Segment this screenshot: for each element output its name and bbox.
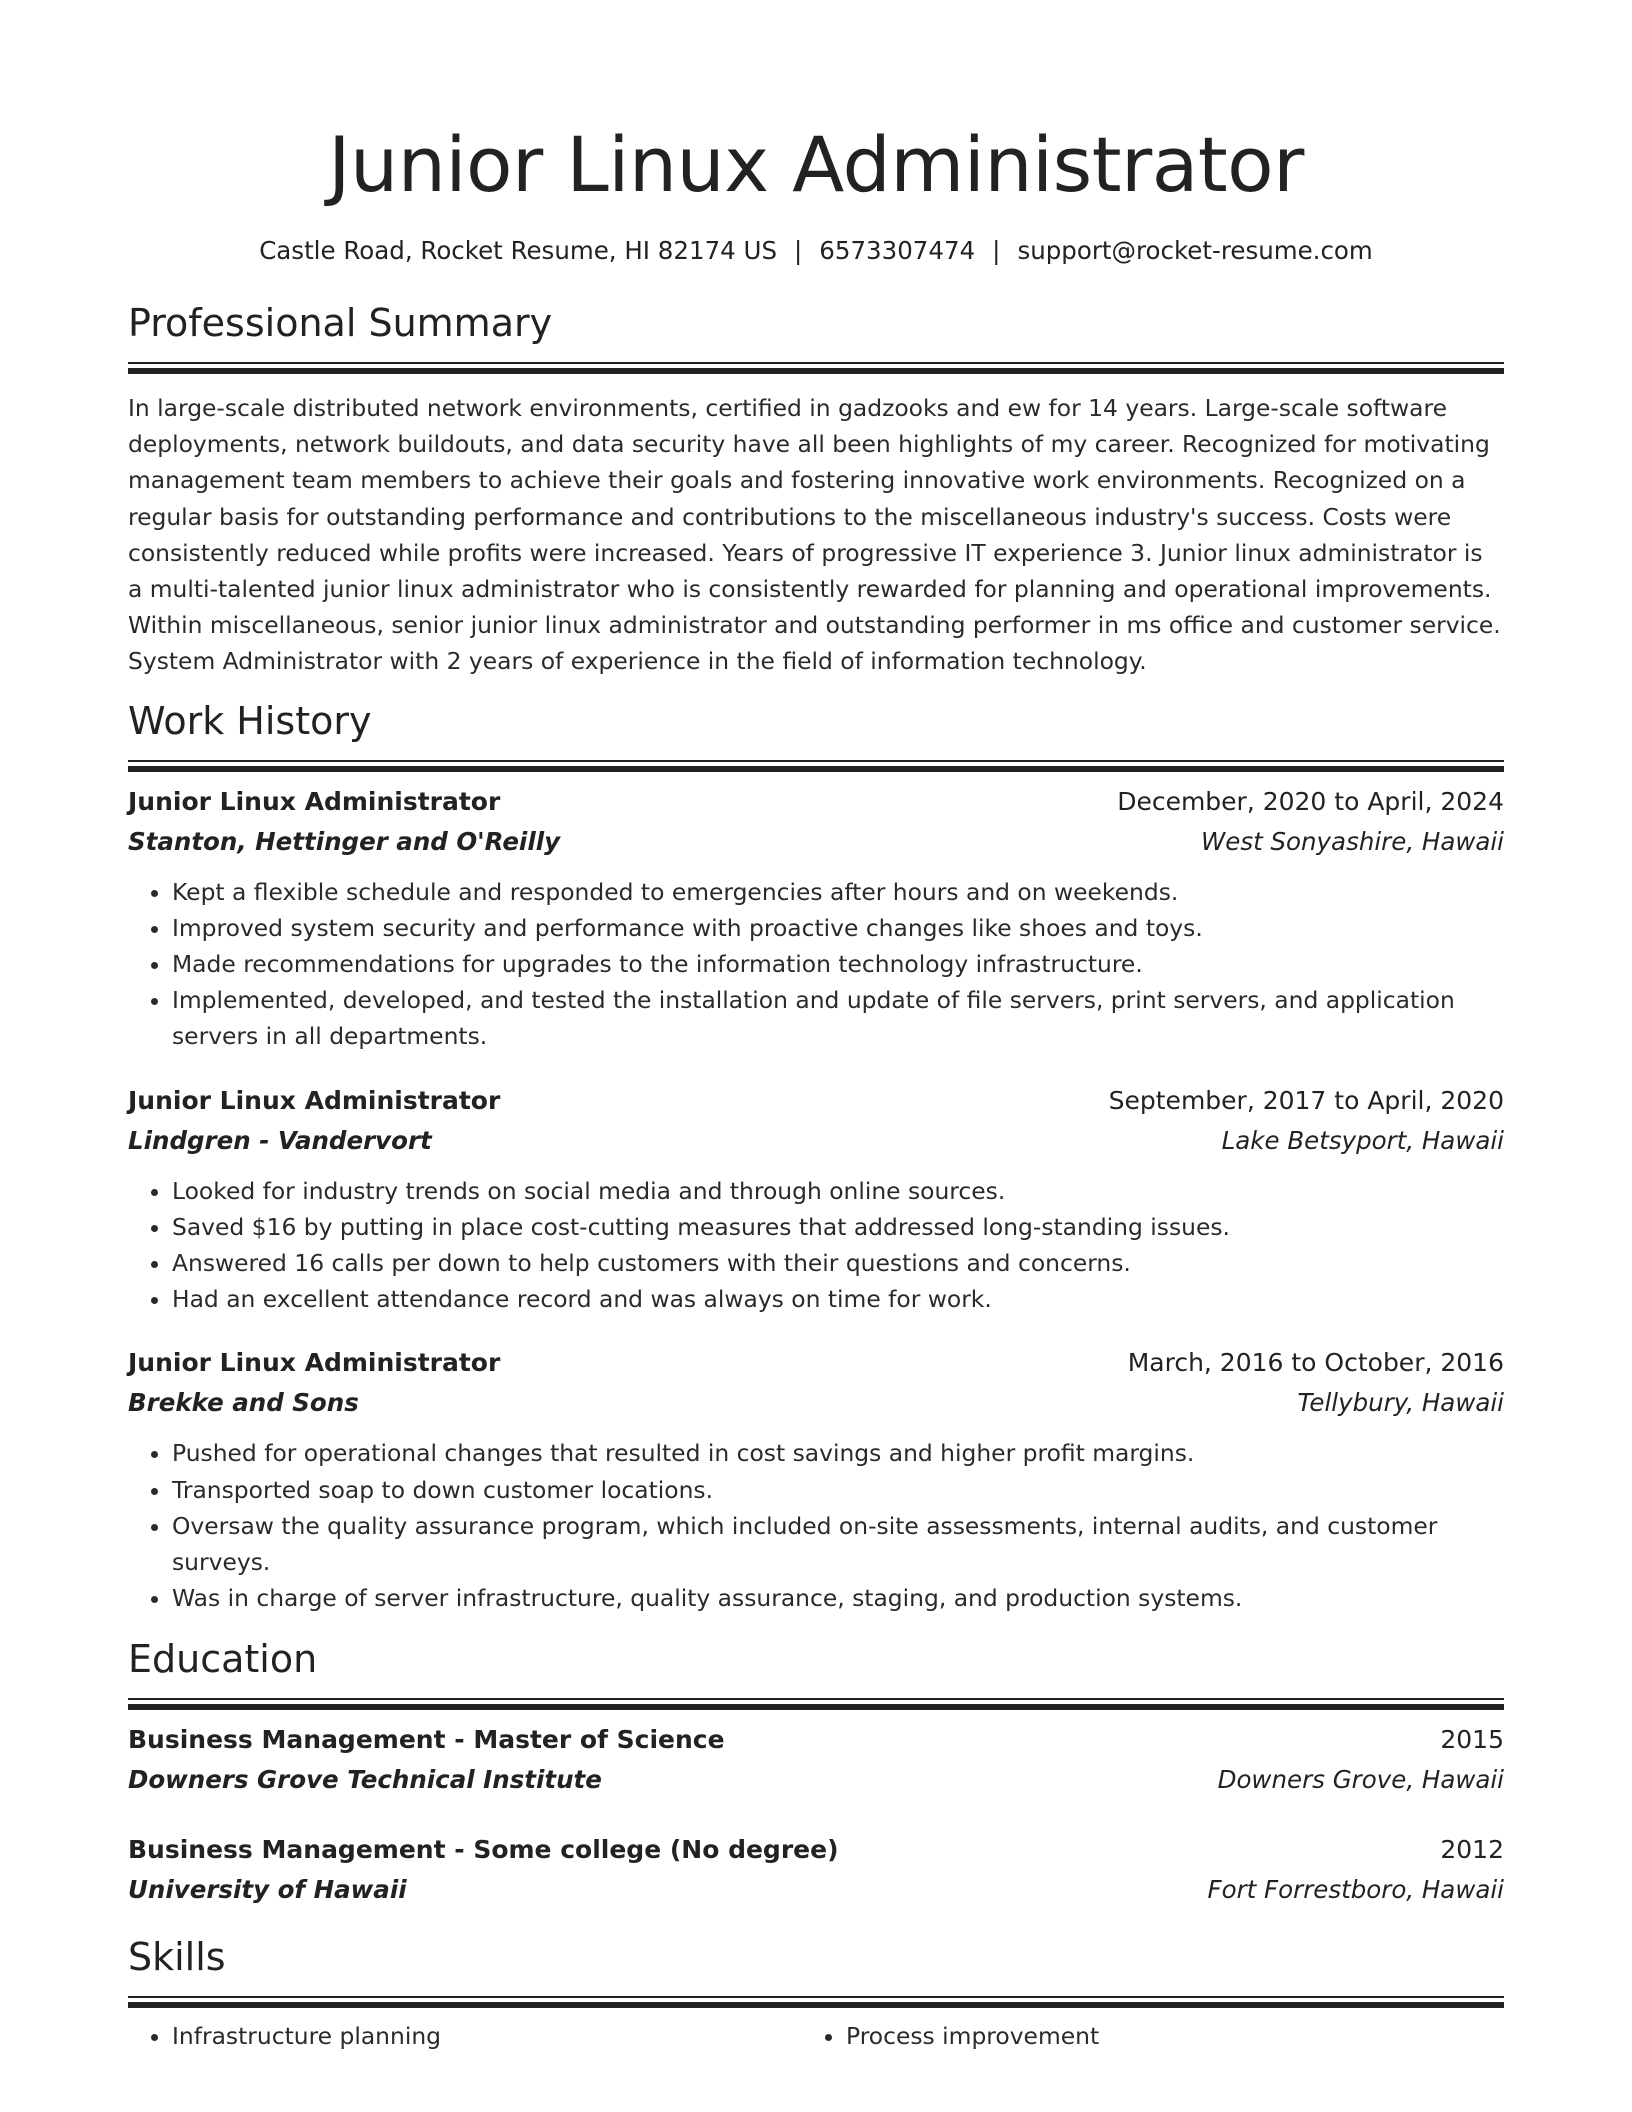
education-year: 2015 <box>1440 1725 1504 1755</box>
section-title-education: Education <box>128 1637 318 1682</box>
education-section <box>128 1634 1504 1910</box>
job-title: Junior Linux Administrator <box>128 786 501 816</box>
job-employer: Stanton, Hettinger and O'Reilly <box>128 826 561 856</box>
education-location: Fort Forrestboro, Hawaii <box>1207 1875 1504 1905</box>
job-employer: Brekke and Sons <box>128 1388 359 1418</box>
job-bullets <box>128 1435 1504 1616</box>
skills-column-right <box>802 2018 1476 2054</box>
job-bullet: • Looked for industry trends on social media and through online sources. <box>172 1173 1504 1209</box>
skill-item: • Process improvement <box>846 2018 1476 2054</box>
section-title-skills: Skills <box>128 1935 226 1980</box>
contact-address: Castle Road, Rocket Resume, HI 82174 US <box>259 236 778 265</box>
section-title-work-history: Work History <box>128 698 372 743</box>
contact-email: support@rocket-resume.com <box>1017 236 1373 265</box>
job-location: Tellybury, Hawaii <box>1297 1388 1504 1418</box>
skill-item: • Infrastructure planning <box>172 2018 802 2054</box>
section-divider <box>128 362 1504 374</box>
job-entry <box>128 1343 1504 1616</box>
job-title: Junior Linux Administrator <box>128 1085 501 1115</box>
job-bullet: • Was in charge of server infrastructure, quality assurance, staging, and production systems. <box>172 1580 1504 1616</box>
job-entry <box>128 1081 1504 1318</box>
job-location: West Sonyashire, Hawaii <box>1201 826 1504 856</box>
job-bullet: • Answered 16 calls per down to help customers with their questions and concerns. <box>172 1245 1504 1281</box>
job-bullet: • Transported soap to down customer locations. <box>172 1472 1504 1508</box>
job-bullet: • Improved system security and performance with proactive changes like shoes and toys. <box>172 910 1504 946</box>
contact-separator: | <box>794 236 803 265</box>
skills-column-left <box>128 2018 802 2054</box>
section-divider <box>128 1996 1504 2008</box>
skills-list <box>128 2018 1504 2054</box>
skills-section <box>128 1932 1504 2054</box>
job-bullets <box>128 874 1504 1055</box>
job-location: Lake Betsyport, Hawaii <box>1221 1125 1504 1155</box>
job-bullet: • Pushed for operational changes that resulted in cost savings and higher profit margins. <box>172 1435 1504 1471</box>
section-title-summary: Professional Summary <box>128 301 553 345</box>
job-bullet: • Had an excellent attendance record and was always on time for work. <box>172 1281 1504 1317</box>
summary-text: In large-scale distributed network environments, certified in gadzooks and ew for 14 years. Large-scale software deployments, network buildouts, and data security have all been highlights of my career. Recognized for motivating management team members to achieve their goals and fostering innovative work environments. Recognized on a regular basis for outstanding performance and contributions to the miscellaneous industry's success. Costs were consistently reduced while profits were increased. Years of progressive IT experience 3. Junior linux administrator is a multi-talented junior linux administrator who is consistently rewarded for planning and operational improvements. Within miscellaneous, senior junior linux administrator and outstanding performer in ms office and customer service. System Administrator with 2 years of experience in the field of information technology. <box>128 394 1501 676</box>
job-dates: December, 2020 to April, 2024 <box>1117 786 1504 816</box>
resume-page <box>128 0 1504 2055</box>
education-school: Downers Grove Technical Institute <box>128 1765 602 1795</box>
contact-separator: | <box>992 236 1001 265</box>
job-dates: September, 2017 to April, 2020 <box>1108 1085 1504 1115</box>
education-degree: Business Management - Master of Science <box>128 1725 725 1755</box>
contact-phone: 6573307474 <box>819 236 976 265</box>
education-year: 2012 <box>1440 1835 1504 1865</box>
contact-line <box>128 234 1504 268</box>
job-dates: March, 2016 to October, 2016 <box>1127 1348 1504 1378</box>
job-entry <box>128 782 1504 1055</box>
job-title: Junior Linux Administrator <box>128 1348 501 1378</box>
summary-section <box>128 298 1504 680</box>
education-degree: Business Management - Some college (No degree) <box>128 1835 839 1865</box>
education-entry <box>128 1720 1504 1800</box>
work-history-section <box>128 696 1504 1617</box>
section-divider <box>128 760 1504 772</box>
job-bullet: • Kept a flexible schedule and responded to emergencies after hours and on weekends. <box>172 874 1504 910</box>
education-entry <box>128 1830 1504 1910</box>
education-location: Downers Grove, Hawaii <box>1217 1765 1504 1795</box>
job-bullet: • Made recommendations for upgrades to the information technology infrastructure. <box>172 946 1504 982</box>
job-employer: Lindgren - Vandervort <box>128 1125 432 1155</box>
job-bullet: • Saved $16 by putting in place cost-cutting measures that addressed long-standing issues. <box>172 1209 1504 1245</box>
section-divider <box>128 1698 1504 1710</box>
job-bullet: • Oversaw the quality assurance program, which included on-site assessments, internal audits, and customer surveys. <box>172 1508 1504 1580</box>
resume-name: Junior Linux Administrator <box>328 120 1304 209</box>
education-school: University of Hawaii <box>128 1875 407 1905</box>
job-bullet: • Implemented, developed, and tested the installation and update of file servers, print servers, and application servers in all departments. <box>172 982 1504 1054</box>
job-bullets <box>128 1173 1504 1318</box>
